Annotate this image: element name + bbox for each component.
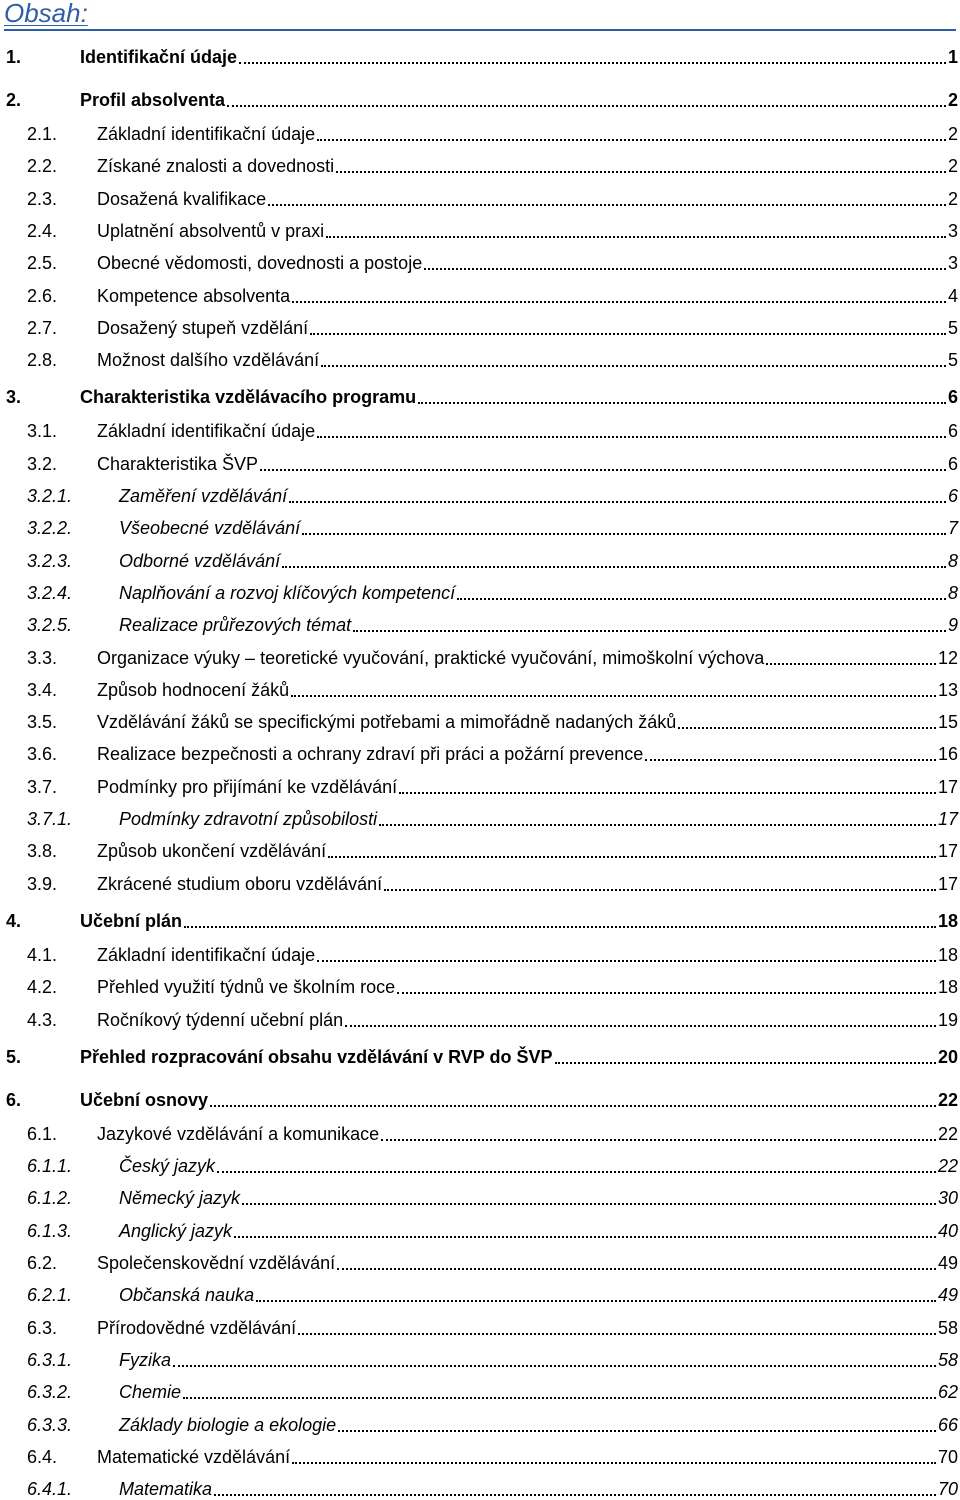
- toc-dot-leader: [239, 62, 946, 64]
- toc-dot-leader: [184, 926, 936, 928]
- toc-entry-page: 6: [947, 486, 958, 506]
- toc-entry-page: 17: [937, 776, 958, 797]
- toc-entry-title: Chemie: [119, 1382, 182, 1403]
- toc-entry-title: Zaměření vzdělávání: [119, 486, 288, 506]
- toc-entry-title: Učební plán: [80, 910, 183, 931]
- toc-entry-page: 70: [937, 1479, 958, 1500]
- toc-dot-leader: [292, 1462, 936, 1464]
- toc-entry-number: 6.2.: [27, 1253, 58, 1273]
- toc-entry-number: 2.1.: [27, 124, 58, 144]
- toc-entry-page: 12: [937, 647, 958, 668]
- toc-entry-number: 3.2.1.: [27, 486, 73, 506]
- toc-dot-leader: [353, 630, 946, 632]
- toc-entry-page: 17: [937, 841, 958, 862]
- toc-entry-number: 6.1.1.: [27, 1156, 73, 1177]
- toc-dot-leader: [260, 469, 946, 471]
- toc-dot-leader: [555, 1062, 936, 1064]
- toc-entry-title: Základní identifikační údaje: [97, 944, 316, 965]
- toc-entry-page: 30: [937, 1188, 958, 1209]
- toc-dot-leader: [399, 792, 936, 794]
- toc-entry-number: 3.2.5.: [27, 615, 73, 636]
- toc-entry-title: Základní identifikační údaje: [97, 421, 316, 442]
- toc-entry-title: Společenskovědní vzdělávání: [97, 1253, 336, 1273]
- toc-entry-number: 3.8.: [27, 841, 58, 862]
- toc-entry-page: 8: [947, 582, 958, 603]
- toc-entry-page: 18: [937, 977, 958, 998]
- toc-dot-leader: [234, 1236, 936, 1238]
- toc-entry[interactable]: [0, 1117, 958, 1145]
- toc-entry[interactable]: [0, 447, 958, 475]
- toc-entry[interactable]: [0, 380, 958, 408]
- toc-entry-number: 6.1.3.: [27, 1220, 73, 1241]
- toc-entry-number: 2.6.: [27, 285, 58, 306]
- toc-entry-title: Charakteristika ŠVP: [97, 453, 259, 474]
- toc-dot-leader: [397, 992, 936, 994]
- toc-entry-page: 2: [947, 156, 958, 177]
- toc-entry-title: Profil absolventa: [80, 90, 226, 110]
- toc-dot-leader: [766, 663, 936, 665]
- toc-entry-number: 4.: [6, 910, 22, 931]
- toc-entry-page: 2: [947, 90, 958, 110]
- toc-dot-leader: [457, 598, 946, 600]
- toc-entry[interactable]: [0, 737, 958, 765]
- toc-entry-number: 4.2.: [27, 977, 58, 998]
- toc-entry-page: 49: [937, 1253, 958, 1273]
- toc-entry-title: Přehled rozpracování obsahu vzdělávání v RVP do ŠVP: [80, 1046, 553, 1067]
- toc-dot-leader: [345, 1025, 936, 1027]
- toc-entry-number: 6.3.: [27, 1317, 58, 1338]
- toc-entry-number: 2.7.: [27, 317, 58, 338]
- toc-entry-page: 7: [947, 518, 958, 539]
- toc-entry-number: 2.: [6, 90, 22, 110]
- toc-entry-title: Přehled využití týdnů ve školním roce: [97, 977, 396, 998]
- toc-entry-number: 3.9.: [27, 873, 58, 894]
- toc-dot-leader: [268, 204, 946, 206]
- toc-entry[interactable]: [0, 1408, 958, 1436]
- toc-entry[interactable]: [0, 246, 958, 274]
- toc-entry-title: Způsob ukončení vzdělávání: [97, 841, 327, 862]
- toc-entry[interactable]: [0, 1472, 958, 1500]
- toc-entry-page: 1: [947, 47, 958, 67]
- toc-entry[interactable]: [0, 938, 958, 966]
- toc-entry-page: 8: [947, 550, 958, 571]
- toc-dot-leader: [645, 759, 936, 761]
- toc-entry-title: Realizace průřezových témat: [119, 615, 352, 636]
- toc-entry-number: 6.4.: [27, 1446, 58, 1467]
- toc-entry-page: 5: [947, 350, 958, 371]
- toc-entry[interactable]: [0, 1311, 958, 1339]
- toc-entry-number: 6.2.1.: [27, 1285, 73, 1306]
- toc-entry-title: Uplatnění absolventů v praxi: [97, 220, 325, 241]
- toc-entry-title: Možnost dalšího vzdělávání: [97, 350, 320, 371]
- toc-entry-number: 3.1.: [27, 421, 58, 442]
- toc-entry[interactable]: [0, 608, 958, 636]
- toc-dot-leader: [214, 1494, 936, 1496]
- toc-entry-page: 19: [937, 1009, 958, 1030]
- toc-entry-title: Dosažený stupeň vzdělání: [97, 317, 309, 338]
- toc-entry-number: 6.3.3.: [27, 1414, 73, 1435]
- toc-dot-leader: [326, 236, 946, 238]
- toc-entry[interactable]: [0, 182, 958, 210]
- toc-dot-leader: [289, 501, 946, 503]
- toc-entry-page: 18: [937, 944, 958, 965]
- toc-entry-page: 18: [937, 910, 958, 931]
- toc-entry-number: 3.2.3.: [27, 550, 73, 571]
- toc-entry[interactable]: [0, 414, 958, 442]
- toc-dot-leader: [338, 1430, 936, 1432]
- toc-dot-leader: [210, 1105, 936, 1107]
- toc-entry-title: Dosažená kvalifikace: [97, 188, 267, 209]
- toc-entry-number: 2.5.: [27, 253, 58, 274]
- toc-entry-number: 3.5.: [27, 712, 58, 733]
- toc-entry-number: 3.2.2.: [27, 518, 73, 539]
- toc-entry-title: Organizace výuky – teoretické vyučování, praktické vyučování, mimoškolní výchova: [97, 647, 765, 668]
- toc-entry[interactable]: [0, 576, 958, 604]
- toc-entry[interactable]: [0, 544, 958, 572]
- toc-dot-leader: [317, 960, 936, 962]
- toc-dot-leader: [227, 105, 946, 107]
- toc-entry-number: 3.3.: [27, 647, 58, 668]
- toc-entry-page: 15: [937, 712, 958, 733]
- toc-entry-number: 6.: [6, 1089, 22, 1110]
- toc-entry[interactable]: [0, 1343, 958, 1371]
- toc-entry-number: 6.1.: [27, 1123, 58, 1144]
- toc-entry[interactable]: [0, 1278, 958, 1306]
- toc-entry-page: 22: [937, 1123, 958, 1144]
- toc-entry-page: 6: [947, 453, 958, 474]
- toc-entry-number: 3.2.4.: [27, 582, 73, 603]
- toc-entry-page: 58: [937, 1317, 958, 1338]
- toc-entry-number: 6.3.2.: [27, 1382, 73, 1403]
- toc-entry-title: Matematika: [119, 1479, 213, 1500]
- toc-entry[interactable]: [0, 1181, 958, 1209]
- toc-entry-title: Německý jazyk: [119, 1188, 241, 1209]
- toc-entry[interactable]: [0, 834, 958, 862]
- toc-entry-page: 9: [947, 615, 958, 636]
- toc-entry-number: 3.7.1.: [27, 809, 73, 829]
- toc-entry-title: Kompetence absolventa: [97, 285, 291, 306]
- toc-entry-title: Charakteristika vzdělávacího programu: [80, 387, 417, 408]
- toc-entry-page: 17: [937, 809, 958, 829]
- toc-entry-page: 22: [937, 1089, 958, 1110]
- toc-entry-number: 6.3.1.: [27, 1349, 73, 1370]
- toc-entry-page: 70: [937, 1446, 958, 1467]
- toc-entry-number: 3.2.: [27, 453, 58, 474]
- toc-title-text: Obsah:: [4, 0, 88, 28]
- toc-dot-leader: [418, 402, 946, 404]
- toc-entry-page: 5: [947, 317, 958, 338]
- toc-entry-number: 3.6.: [27, 744, 58, 765]
- toc-entry-title: Získané znalosti a dovednosti: [97, 156, 335, 177]
- toc-entry[interactable]: [0, 479, 958, 507]
- toc-dot-leader: [381, 1139, 936, 1141]
- toc-entry[interactable]: [0, 802, 958, 830]
- toc-dot-leader: [292, 301, 946, 303]
- toc-entry-page: 16: [937, 744, 958, 765]
- toc-dot-leader: [291, 695, 936, 697]
- toc-entry-title: Matematické vzdělávání: [97, 1446, 291, 1467]
- toc-entry-page: 13: [937, 679, 958, 700]
- toc-entry-title: Základní identifikační údaje: [97, 124, 316, 144]
- toc-entry-title: Všeobecné vzdělávání: [119, 518, 301, 539]
- toc-entry-number: 5.: [6, 1046, 22, 1067]
- toc-entry[interactable]: [0, 311, 958, 339]
- toc-entry-title: Podmínky pro přijímání ke vzdělávání: [97, 776, 398, 797]
- toc-entry-number: 3.4.: [27, 679, 58, 700]
- toc-entry[interactable]: [0, 1214, 958, 1242]
- toc-entry-number: 2.4.: [27, 220, 58, 241]
- toc-entry-title: Odborné vzdělávání: [119, 550, 281, 571]
- toc-entry-page: 22: [937, 1156, 958, 1177]
- toc-entry-page: 3: [947, 220, 958, 241]
- toc-dot-leader: [183, 1397, 936, 1399]
- toc-entry-page: 20: [937, 1046, 958, 1067]
- toc-entry[interactable]: [0, 770, 958, 798]
- toc-entry[interactable]: [0, 641, 958, 669]
- toc-entry-title: Český jazyk: [119, 1156, 216, 1177]
- toc-dot-leader: [310, 333, 946, 335]
- toc-dot-leader: [678, 727, 936, 729]
- toc-entry[interactable]: [0, 970, 958, 998]
- toc-dot-leader: [302, 533, 946, 535]
- toc-entry[interactable]: [0, 1149, 958, 1177]
- toc-dot-leader: [321, 365, 946, 367]
- toc-dot-leader: [282, 566, 946, 568]
- toc-entry-page: 6: [947, 421, 958, 442]
- toc-entry[interactable]: [0, 214, 958, 242]
- toc-entry-page: 4: [947, 285, 958, 306]
- toc-entry-page: 58: [937, 1349, 958, 1370]
- toc-entry-title: Jazykové vzdělávání a komunikace: [97, 1123, 380, 1144]
- toc-entry-page: 3: [947, 253, 958, 274]
- toc-entry-number: 6.4.1.: [27, 1479, 73, 1500]
- toc-entry[interactable]: [0, 1083, 958, 1111]
- toc-entry-page: 2: [947, 124, 958, 144]
- toc-entry-number: 6.1.2.: [27, 1188, 73, 1209]
- toc-entry[interactable]: [0, 1040, 958, 1068]
- toc-entry-title: Základy biologie a ekologie: [119, 1414, 337, 1435]
- toc-entry[interactable]: [0, 1246, 958, 1274]
- toc-entry-number: 2.3.: [27, 188, 58, 209]
- toc-dot-leader: [317, 436, 946, 438]
- toc-dot-leader: [317, 139, 946, 141]
- toc-entry-number: 3.: [6, 387, 22, 408]
- toc-dot-leader: [256, 1300, 936, 1302]
- toc-dot-leader: [384, 889, 936, 891]
- toc-entry[interactable]: [0, 904, 958, 932]
- toc-dot-leader: [298, 1333, 936, 1335]
- toc-entry-title: Učební osnovy: [80, 1089, 209, 1110]
- toc-entry[interactable]: [0, 40, 958, 68]
- toc-entry[interactable]: [0, 1440, 958, 1468]
- toc-entry-page: 40: [937, 1220, 958, 1241]
- toc-title: [4, 0, 956, 31]
- toc-entry[interactable]: [0, 83, 958, 111]
- toc-entry-title: Obecné vědomosti, dovednosti a postoje: [97, 253, 423, 274]
- toc-entry-page: 2: [947, 188, 958, 209]
- toc-entry[interactable]: [0, 705, 958, 733]
- toc-entry-title: Ročníkový týdenní učební plán: [97, 1009, 344, 1030]
- toc-entry[interactable]: [0, 343, 958, 371]
- toc-entry[interactable]: [0, 867, 958, 895]
- toc-dot-leader: [242, 1203, 936, 1205]
- toc-entry-number: 1.: [6, 47, 22, 67]
- toc-entry-number: 2.8.: [27, 350, 58, 371]
- toc-entry-page: 62: [937, 1382, 958, 1403]
- toc-dot-leader: [217, 1171, 936, 1173]
- toc-entry-title: Občanská nauka: [119, 1285, 255, 1306]
- toc-entry-page: 49: [937, 1285, 958, 1306]
- toc-entry-title: Podmínky zdravotní způsobilosti: [119, 809, 378, 829]
- toc-entry-title: Přírodovědné vzdělávání: [97, 1317, 297, 1338]
- toc-entry-page: 6: [947, 387, 958, 408]
- toc-entry[interactable]: [0, 673, 958, 701]
- toc-entry-title: Anglický jazyk: [119, 1220, 233, 1241]
- toc-dot-leader: [337, 1268, 936, 1270]
- toc-entry-number: 3.7.: [27, 776, 58, 797]
- toc-entry-number: 4.1.: [27, 944, 58, 965]
- toc-entry[interactable]: [0, 511, 958, 539]
- toc-entry[interactable]: [0, 1003, 958, 1031]
- toc-entry[interactable]: [0, 1375, 958, 1403]
- toc-entry-title: Zkrácené studium oboru vzdělávání: [97, 873, 383, 894]
- toc-dot-leader: [379, 824, 936, 826]
- toc-entry[interactable]: [0, 279, 958, 307]
- toc-entry-title: Fyzika: [119, 1349, 172, 1370]
- toc-entry-title: Realizace bezpečnosti a ochrany zdraví při práci a požární prevence: [97, 744, 644, 765]
- toc-entry-number: 4.3.: [27, 1009, 58, 1030]
- toc-entry-page: 66: [937, 1414, 958, 1435]
- toc-entry[interactable]: [0, 149, 958, 177]
- toc-dot-leader: [328, 856, 936, 858]
- toc-entry-page: 17: [937, 873, 958, 894]
- toc-entry[interactable]: [0, 117, 958, 145]
- toc-dot-leader: [424, 268, 946, 270]
- toc-entry-title: Naplňování a rozvoj klíčových kompetencí: [119, 582, 456, 603]
- toc-entry-title: Vzdělávání žáků se specifickými potřebami a mimořádně nadaných žáků: [97, 712, 677, 733]
- toc-dot-leader: [173, 1365, 936, 1367]
- toc-entry-title: Způsob hodnocení žáků: [97, 679, 290, 700]
- toc-entry-number: 2.2.: [27, 156, 58, 177]
- toc-entry-title: Identifikační údaje: [80, 47, 238, 67]
- toc-dot-leader: [336, 171, 946, 173]
